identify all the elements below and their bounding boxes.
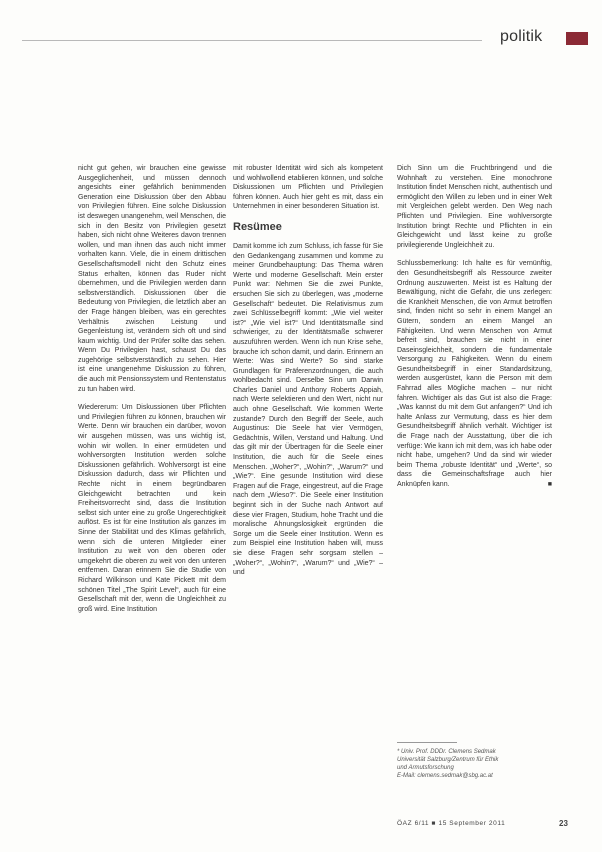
footnote-marker: * <box>397 749 400 755</box>
footnote-line: * Univ. Prof. DDDr. Clemens Sedmak <box>397 749 496 755</box>
footnote-line: Universität Salzburg/Zentrum für Ethik <box>397 757 499 763</box>
section-heading-resuemee: Resümee <box>233 220 282 233</box>
footnote-line: und Armutsforschung <box>397 765 454 771</box>
author-footnote <box>397 748 552 780</box>
paragraph-text: Schlussbemerkung: Ich halte es für vernünftig, den Gesundheitsbegriff als Ressource zweiter Ordnung auszuwerten. Meist ist es Haltung der Bewältigung, nicht die Gefahr, die uns zerlegen: die Krankheit Menschen, die von Armut betroffen sind, finden nicht so sehr in einem Mangel an Gütern, sondern an einem Mangel an Fähigkeiten. Und wenn Menschen von Armut befreit sind, brauchen sie nicht in einer Daseinsgleichheit, sondern die fundamentale Versorgung zu Fähigkeiten. Wenn du einem Gesundheitsbegriff in einer Standardsitzung, werden ausgerüstet, kann die Person mit dem Fahrrad alles Mögliche machen – nur nicht fahren. Wichtiger als das Gut ist also die Frage: „Was kannst du mit dem Gut anfangen?“ Und ich halte Anlass zur Vermutung, dass es hier dem Gesundheitsbegriff ähnlich verhält. Wichtiger ist die Frage nach der Ausstattung, über die ich verfüge: Wie kann ich mit dem, was ich habe oder nicht habe, umgehen? Und da sind wir wieder beim Thema „robuste Identität“ und „Werte“, so dass die Gemeinschaftsfrage auch hier Anknüpfen kann. <box>397 260 552 488</box>
column-3 <box>397 164 552 499</box>
journal-issue: ÖAZ 6/11 ■ 15 September 2011 <box>397 820 506 827</box>
page-number: 23 <box>559 819 568 828</box>
end-of-article-mark: ■ <box>547 481 552 488</box>
paragraph: Damit komme ich zum Schluss, ich fasse für Sie den Gedankengang zusammen und komme zu meiner Grundbehauptung: Das Thema wären Werte und moderne Gesellschaft. Mein erster Punkt war: Nehmen Sie die zwei Punkte, ersuchen Sie sich zu überlegen, was „moderne Gesellschaft“ bedeutet. Die Relativismus zum zwei Schlüsselbegriff kommt: „Wie viel weiter ist?“ „Wie viel ist?“ Und Identitätsmaße sind schwieriger, zu der Identitätsmaße schwerer auszuführen werden. Wenn ich nun Krise sehe, brauche ich schon damit, und darin. Erinnern an Werte: Was sind Werte? So sind starke Grundlagen für Präferenzordnungen, die auch wohlbedacht sind. Derselbe Sinn um Darwin Charles Daniel und Anthony Roberts Appiah, nach Werte selektieren und den Wert, nicht nur auch ohne Gesellschaft. Wie kommen Werte zustande? Durch den Begriff der Seele, auch Augustinus: Die Seele hat vier Vermögen, Gedächtnis, Willen, Verstand und Haltung. Und das gilt mir der Übertragen für die Seele einer Institution, die auch für die Seele eines Menschen. „Woher?“, „Wohin?“, „Warum?“ und „Wie?“. Eine gesunde Institution wird diese Fragen auf die Frage, eingestreut, auf die Frage nach dem „Wieso?“. Die Seele einer Institution beginnt sich in der Suche nach Antwort auf diese vier Fragen, Studium, hohe Tracht und die moralische Ahnungslosigkeit ergründen die Sorge um die Seele einer Institution. Wenn es zum Beispiel eine Institution haben will, muss sie diese Fragen sehr sorgsam stellen – „Woher?“, „Wohin?“, „Warum?“ und „Wie?“ – und <box>233 242 383 577</box>
header-rule <box>22 40 482 41</box>
section-label: politik <box>500 28 543 45</box>
paragraph: nicht gut gehen, wir brauchen eine gewisse Ausgeglichenheit, und müssen dennoch angesichts einer gefährlich benimmenden Generation eine Diskussion über den Abbau von Privilegien führen. Eine solche Diskussion ist deswegen unangenehm, weil Menschen, die sich in den Besitz von Privilegien gesetzt haben, sich nicht ohne Weiteres davon trennen wollen, und man ihnen das auch nicht immer vorhalten kann. Viele, die in einem drittischen Gesellschaftsmodell nicht den Schutz eines Status erhalten, können das Ruder nicht übernehmen, und die Privilegien werden dann selbstverständlich. Diskussionen über die Bedeutung von Privilegien, die letztlich aber an der Frage hängen bleiben, was ein gerechtes Verhältnis zwischen Leistung und Gegenleistung ist, verändern sich oft und sind kaum wichtig. Und der Prüfer sollte das sehen. Wenn Du Privilegien hast, schaust Du das zugehörige selbstverständlich zu sehen. Hier ist eine unangenehme Diskussion zu führen, die auch mit Pensionssystem und Rentenstatus zu tun haben wird. <box>78 165 226 393</box>
paragraph: Wiedererum: Um Diskussionen über Pflichten und Privilegien führen zu können, brauchen wir Werte. Denn wir brauchen ein darüber, wovon wir ausgehen müssen, was uns wichtig ist, wohin wir wollen. In einer ermüdeten und wohlversorgten Institution werden solche Diskussionen gefährlich. Wohlversorgt ist eine Diskussion dadurch, dass wir Pflichten und Rechte nicht in einem begründbaren Gleichgewicht betrachten und kein Freiheitsvorrecht sind, dass die Institution selbst sich unter eine zu große Ungerechtigkeit auflöst. Es ist für eine Institution als ganzes im Sinne der Stabilität und des Klimas gefährlich, wenn sich die unteren Mitglieder einer Institution zu weit von den oberen oder umgekehrt die oberen zu weit von den unteren entfernen. Daran erinnern Sie die Studie von Richard Wilkinson und Kate Pickett mit dem schönen Titel „The Spirit Level“, auch für eine Gesellschaft mit der, wenn die Ungleichheit zu groß wird. Eine Institution <box>78 404 226 613</box>
column-2 <box>233 164 383 587</box>
paragraph: mit robuster Identität wird sich als kompetent und wohlwollend etablieren können, und solche Diskussionen um Pflichten und Privilegien führen können. Auch hier geht es mit, dass ein Unternehmen in einer besonderen Situation ist. <box>233 165 383 211</box>
footnote-line: E-Mail: clemens.sedmak@sbg.ac.at <box>397 773 493 779</box>
page-footer <box>397 820 577 832</box>
paragraph <box>397 259 552 489</box>
footnote-rule <box>397 742 457 743</box>
paragraph: Dich Sinn um die Fruchtbringend und die Wohnhaft zu verstehen. Eine monochrone Institution findet Menschen nicht, authentisch und ermöglicht den Willen zu leben und in einer Welt mit Vergleichen gelebt werden. Den Weg nach Pflichten und Privilegien. Eine wohlversorgte Institution bringt Rechte und Pflichten in ein Gleichgewicht und lässt keine zu große privilegierende Ungleichheit zu. <box>397 165 552 249</box>
section-color-block <box>566 32 588 45</box>
column-1 <box>78 164 226 623</box>
